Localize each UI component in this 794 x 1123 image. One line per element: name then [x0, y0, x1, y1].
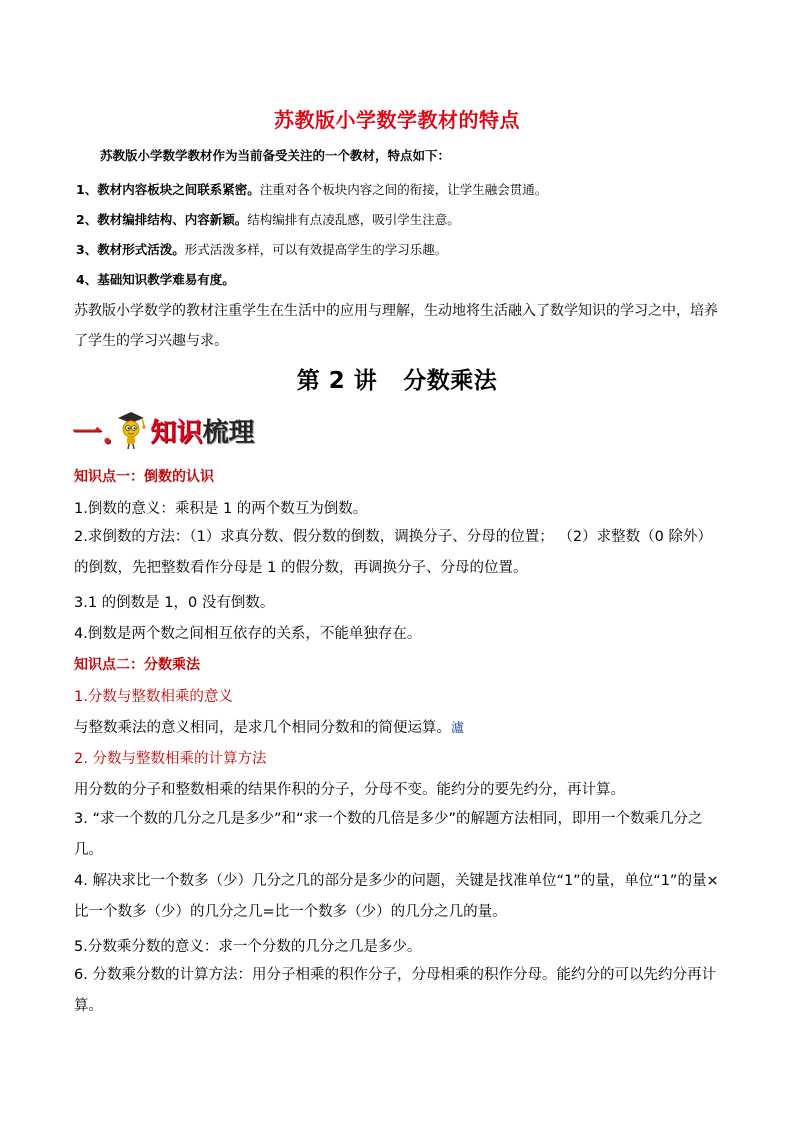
kp2-item: 3. “求一个数的几分之几是多少”和“求一个数的几倍是多少”的解题方法相同，即用一个数乘几分之几。: [74, 811, 703, 858]
summary-paragraph: 苏教版小学数学的教材注重学生在生活中的应用与理解，生动地将生活融入了数学知识的学习之中，培养了学生的学习兴趣与求。: [74, 303, 718, 349]
intro-lead: 苏教版小学数学教材作为当前备受关注的一个教材，特点如下：: [100, 148, 451, 163]
kp2-text-body: 与整数乘法的意义相同，是求几个相同分数和的简便运算。: [74, 720, 451, 736]
feature-head: 4、基础知识教学难易有度。: [76, 272, 235, 287]
kp2-item: 5.分数乘分数的意义：求一个分数的几分之几是多少。: [74, 939, 422, 955]
feature-head: 3、教材形式活泼。: [76, 242, 185, 257]
feature-item: [76, 270, 235, 288]
kp1-item: 2.求倒数的方法：（1）求真分数、假分数的倒数，调换分子、分母的位置； （2）求整数（0 除外）的倒数，先把整数看作分母是 1 的假分数，再调换分子、分母的位置。: [74, 529, 712, 576]
section-banner: [72, 410, 254, 450]
kp2-subheading: 2. 分数与整数相乘的计算方法: [74, 751, 267, 767]
feature-item: [76, 180, 547, 198]
kp1-item: 3.1 的倒数是 1，0 没有倒数。: [74, 595, 275, 611]
chapter-name: 分数乘法: [403, 368, 498, 394]
knowledge-point-heading: 知识点二：分数乘法: [74, 657, 200, 673]
kp2-text: [74, 716, 464, 737]
feature-item: [76, 240, 447, 258]
feature-item: [76, 210, 460, 228]
kp2-item: 6. 分数乘分数的计算方法：用分子相乘的积作分子，分母相乘的积作分母。能约分的可以先约分再计算。: [74, 967, 716, 1014]
kp2-text: 用分数的分子和整数相乘的结果作积的分子，分母不变。能约分的要先约分，再计算。: [74, 782, 625, 798]
kp2-subheading: 1.分数与整数相乘的意义: [74, 689, 233, 705]
stray-mark: 瀘: [451, 721, 465, 736]
kp1-item: 1.倒数的意义：乘积是 1 的两个数互为倒数。: [74, 501, 368, 517]
knowledge-point-heading: 知识点一：倒数的认识: [74, 469, 214, 485]
document-title: 苏教版小学数学教材的特点: [274, 108, 520, 132]
graduate-mascot-icon: [114, 410, 148, 450]
feature-head: 2、教材编排结构、内容新颖。: [76, 212, 248, 227]
feature-body: 注重对各个板块内容之间的衔接，让学生融会贯通。: [259, 182, 548, 197]
feature-body: 结构编排有点凌乱感，吸引学生注意。: [247, 212, 460, 227]
chapter-heading: [0, 362, 794, 395]
chapter-number: 第 2 讲: [296, 368, 378, 394]
kp1-item: 4.倒数是两个数之间相互依存的关系，不能单独存在。: [74, 626, 422, 642]
section-number: 一.: [72, 416, 113, 451]
section-title-rest: 梳理: [202, 417, 255, 448]
feature-body: 形式活泼多样，可以有效提高学生的学习乐趣。: [184, 242, 448, 257]
feature-head: 1、教材内容板块之间联系紧密。: [76, 182, 260, 197]
section-title-highlight: 知识: [150, 417, 203, 448]
kp2-item: 4. 解决求比一个数多（少）几分之几的部分是多少的问题，关键是找准单位“1”的量，单位“1”的量×比一个数多（少）的几分之几=比一个数多（少）的几分之几的量。: [74, 873, 719, 920]
